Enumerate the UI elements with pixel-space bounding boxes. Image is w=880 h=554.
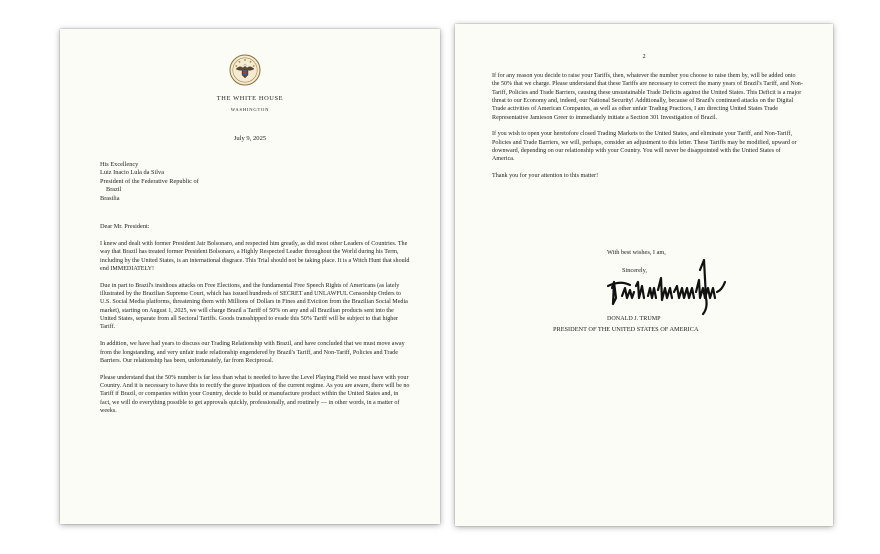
- recipient-line: Brazil: [106, 186, 122, 194]
- paragraph: I knew and dealt with former President Jair Bolsonaro, and respected him greatly, as did most other Leaders of Countries. The way that Brazil has treated former President Bolsonaro, a Highly Respected Leader throughout the World during his Term, including by the United States, is an international disgrace. This Trial should not be taking place. It is a Witch Hunt that should end IMMEDIATELY!: [100, 241, 410, 273]
- paragraph: Thank you for your attention to this matter!: [492, 173, 599, 180]
- signer-title: PRESIDENT OF THE UNITED STATES OF AMERICA: [553, 326, 699, 333]
- paragraph: If for any reason you decide to raise your Tariffs, then, whatever the number you choose to raise them by, will be added onto the 50% that we charge. Please understand that these Tariffs are necessary to correct the many years of Brazil's Tariff, and Non-Tariff, Policies and Trade Barriers, causing these unsustainable Trade Deficits against the United States. This Deficit is a major threat to our Economy and, indeed, our National Security! Additionally, because of Brazil's continued attacks on the Digital Trade activities of American Companies, as well as other unfair Trading Practices, I am directing United States Trade Representative Jamieson Greer to immediately initiate a Section 301 Investigation of Brazil.: [492, 73, 803, 121]
- signer-name: DONALD J. TRUMP: [607, 316, 661, 322]
- letterhead-location: WASHINGTON: [230, 107, 270, 112]
- closing-line: With best wishes, I am,: [607, 249, 666, 256]
- paragraph: Due in part to Brazil's insidious attacks on Free Elections, and the fundamental Free Speech Rights of Americans (as lately illustrated by the Brazilian Supreme Court, which has issued hundreds of SECRET and UNLAWFUL Censorship Orders to U.S. Social Media platforms, threatening them with Millions of Dollars in Fines and Eviction from the Brazilian Social Media market), starting on August 1, 2025, we will charge Brazil a Tariff of 50% on any and all Brazilian products sent into the United States, separate from all Sectoral Tariffs. Goods transshipped to evade this 50% Tariff will be subject to that higher Tariff.: [100, 282, 408, 331]
- paragraph: Please understand that the 50% number is far less than what is needed to have the Level Playing Field we must have with your Country. And it is necessary to have this to rectify the grave injustices of the current regime. As you are aware, there will be no Tariff if Brazil, or companies within your Country, decide to build or manufacture product within the United States and, in fact, we will do everything possible to get approvals quickly, professionally, and routinely — in other words, in a matter of weeks.: [100, 374, 410, 415]
- recipient-line: Brasilia: [100, 194, 120, 202]
- letter-date: July 9, 2025: [233, 135, 267, 142]
- letter-body: [100, 240, 410, 424]
- sincerely-line: Sincerely,: [622, 267, 647, 274]
- presidential-seal-icon: [229, 54, 261, 86]
- paragraph: If you wish to open your heretofore closed Trading Markets to the United States, and eliminate your Tariff, and Non-Tariff, Policies and Trade Barriers, we will, perhaps, consider an adjustment to this letter. These Tariffs may be modified, upward or downward, depending on our relationship with your Country. You will never be disappointed with the United States of America.: [492, 131, 797, 163]
- salutation: Dear Mr. President:: [100, 223, 150, 230]
- letter-body: [492, 72, 804, 189]
- recipient-line: His Excellency: [100, 161, 139, 168]
- handwritten-signature: [600, 252, 730, 322]
- recipient-line: President of the Federative Republic of: [100, 177, 199, 185]
- page-number: 2: [642, 53, 646, 60]
- recipient-line: Luiz Inacio Lula da Silva: [100, 169, 164, 177]
- letterhead-title: THE WHITE HOUSE: [216, 95, 284, 102]
- recipient-address: [100, 161, 400, 203]
- paragraph: In addition, we have had years to discuss our Trading Relationship with Brazil, and have concluded that we must move away from the longstanding, and very unfair trade relationship engendered by Brazil's Tariff, and Non-Tariff, Policies and Trade Barriers. Our relationship has been, unfortunately, far from Reciprocal.: [100, 341, 405, 364]
- letter-page-2: [455, 24, 833, 526]
- letter-page-1: [60, 29, 440, 524]
